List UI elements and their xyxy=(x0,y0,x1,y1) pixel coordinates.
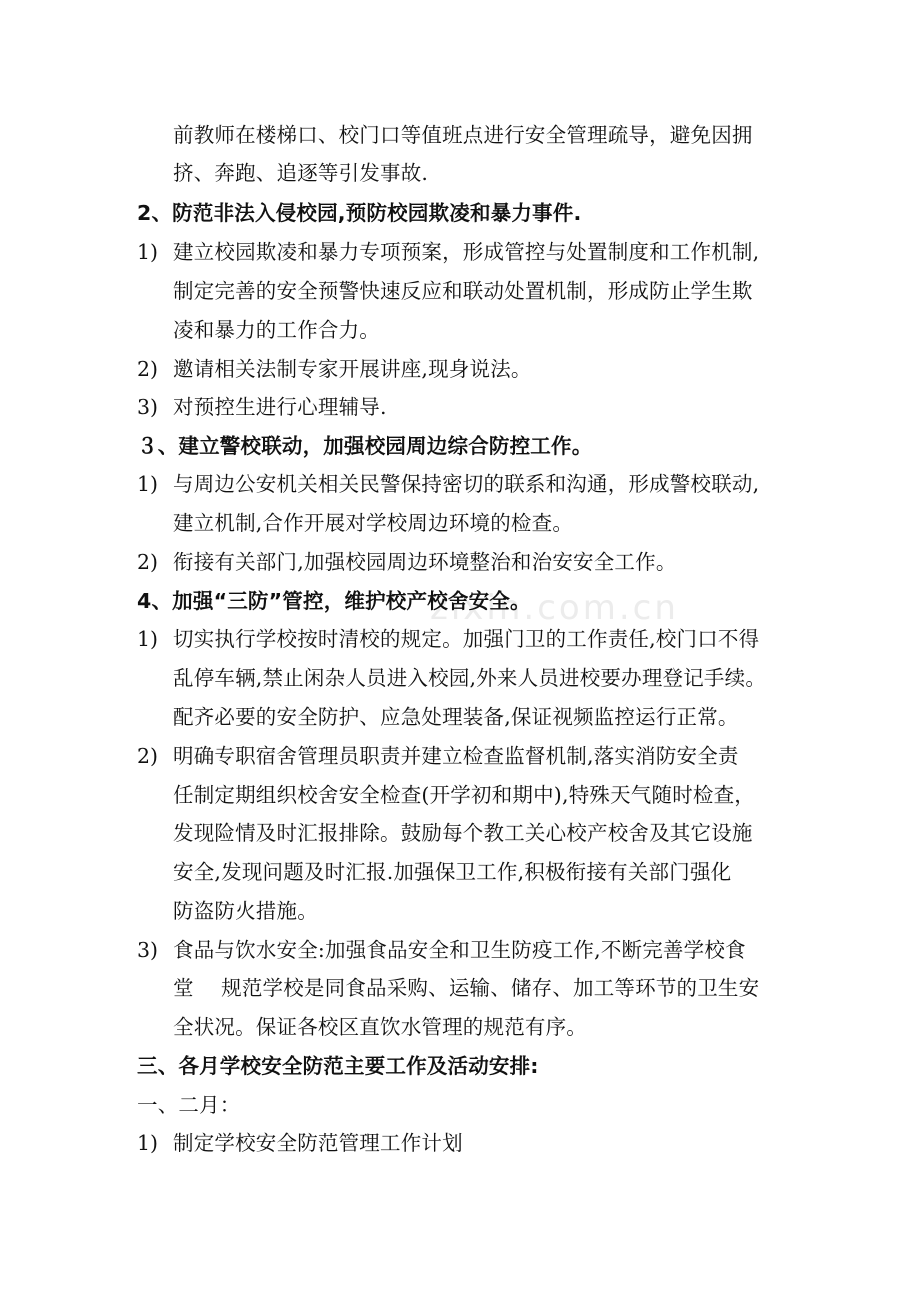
paragraph-line: 前教师在楼梯口、校门口等值班点进行安全管理疏导，避免因拥 xyxy=(173,123,753,147)
subsection-label: 一、二月： xyxy=(137,1093,241,1117)
list-item-text: 制定学校安全防范管理工作计划 xyxy=(173,1131,463,1155)
list-item-text: 制定完善的安全预警快速反应和联动处置机制，形成防止学生欺 xyxy=(173,279,753,303)
list-item-text: 全状况。保证各校区直饮水管理的规范有序。 xyxy=(173,1015,587,1039)
list-item-text: 建立机制,合作开展对学校周边环境的检查。 xyxy=(173,511,574,535)
list-item-text: 乱停车辆,禁止闲杂人员进入校园,外来人员进校要办理登记手续。 xyxy=(173,666,767,690)
list-number: 1) xyxy=(137,240,159,264)
watermark: zixin.com.cn xyxy=(430,588,679,628)
list-number: 2) xyxy=(137,550,159,574)
list-item-text: 堂 规范学校是同食品采购、运输、储存、加工等环节的卫生安 xyxy=(173,976,760,1000)
list-number: 1) xyxy=(137,627,159,651)
list-item-text: 邀请相关法制专家开展讲座,现身说法。 xyxy=(173,357,532,381)
list-item-text: 衔接有关部门,加强校园周边环境整治和治安安全工作。 xyxy=(173,550,677,574)
list-item-text: 对预控生进行心理辅导. xyxy=(173,395,387,419)
list-number: 1) xyxy=(137,1131,159,1155)
list-item-text: 凌和暴力的工作合力。 xyxy=(173,318,380,342)
list-number: 2) xyxy=(137,744,159,768)
list-item-text: 食品与饮水安全:加强食品安全和卫生防疫工作,不断完善学校食 xyxy=(173,938,746,962)
list-item-text: 切实执行学校按时清校的规定。加强门卫的工作责任,校门口不得 xyxy=(173,627,760,651)
section-heading: 2、防范非法入侵校园,预防校园欺凌和暴力事件. xyxy=(137,201,582,225)
section-heading: 4、加强“三防”管控，维护校产校舍安全。 xyxy=(137,589,531,613)
list-item-text: 安全,发现问题及时汇报.加强保卫工作,积极衔接有关部门强化 xyxy=(173,860,732,884)
section-heading: 三、各月学校安全防范主要工作及活动安排: xyxy=(137,1054,539,1078)
list-item-text: 任制定期组织校舍安全检查(开学初和期中),特殊天气随时检查， xyxy=(173,783,756,807)
list-number: 2) xyxy=(137,357,159,381)
list-number: 3) xyxy=(137,395,159,419)
list-item-text: 明确专职宿舍管理员职责并建立检查监督机制,落实消防安全责 xyxy=(173,744,739,768)
list-item-text: 与周边公安机关相关民警保持密切的联系和沟通，形成警校联动, xyxy=(173,472,760,496)
section-heading: ３、建立警校联动，加强校园周边综合防控工作。 xyxy=(137,434,593,458)
list-item-text: 防盗防火措施。 xyxy=(173,899,318,923)
list-number: 3) xyxy=(137,938,159,962)
list-item-text: 配齐必要的安全防护、应急处理装备,保证视频监控运行正常。 xyxy=(173,705,739,729)
list-number: 1) xyxy=(137,472,159,496)
paragraph-line: 挤、奔跑、追逐等引发事故. xyxy=(173,161,429,185)
list-item-text: 发现险情及时汇报排除。鼓励每个教工关心校产校舍及其它设施 xyxy=(173,821,753,845)
list-item-text: 建立校园欺凌和暴力专项预案，形成管控与处置制度和工作机制, xyxy=(173,240,760,264)
